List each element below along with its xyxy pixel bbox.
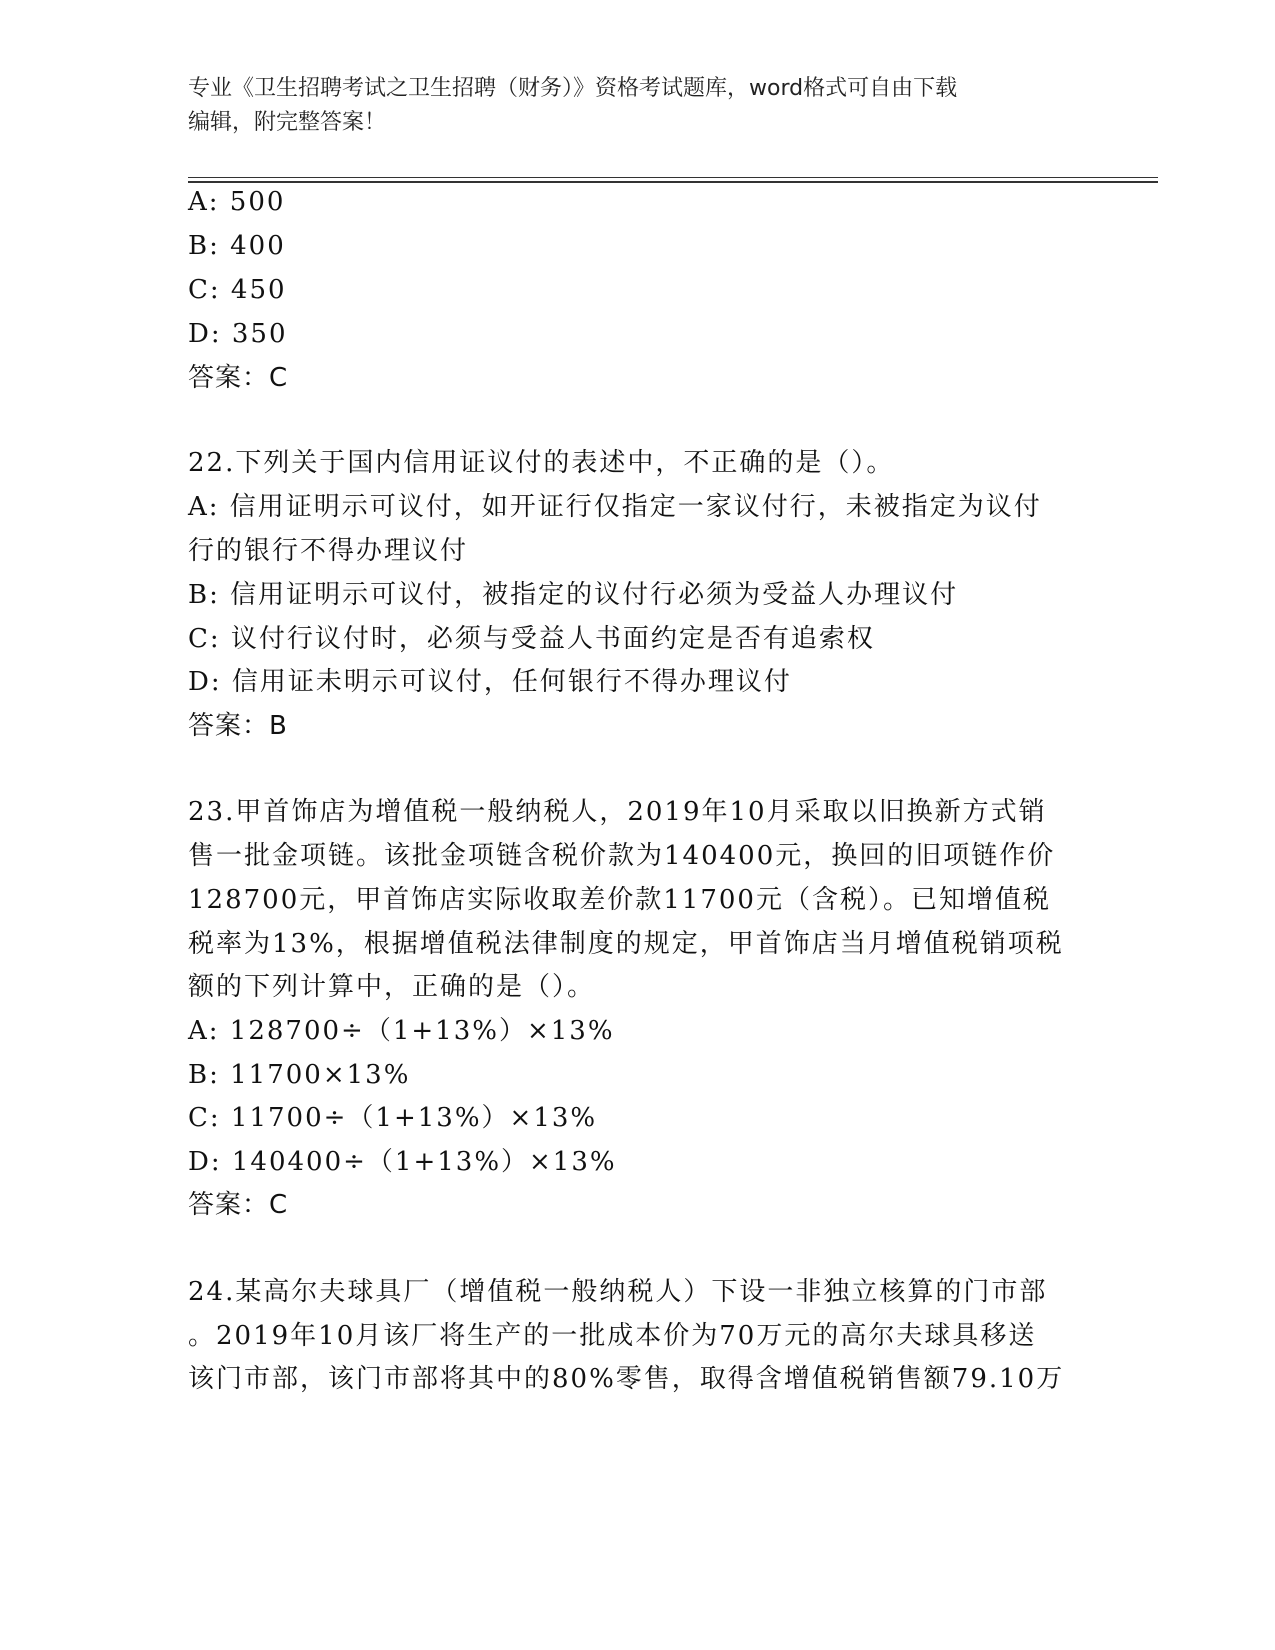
header-divider-thin (188, 177, 1158, 178)
document-header (188, 72, 1088, 140)
q22-option-a-line-1: A: 信用证明示可议付，如开证行仅指定一家议付行，未被指定为议付 (188, 492, 1042, 522)
prev-option-c: C: 450 (188, 275, 287, 305)
q24-stem-line-2: 。2019年10月该厂将生产的一批成本价为70万元的高尔夫球具移送 (188, 1321, 1037, 1351)
q23-stem-line-4: 税率为13%，根据增值税法律制度的规定，甲首饰店当月增值税销项税 (188, 929, 1064, 959)
q22-option-b: B: 信用证明示可议付，被指定的议付行必须为受益人办理议付 (188, 580, 959, 610)
q23-option-d: D: 140400÷（1+13%）×13% (188, 1147, 617, 1177)
q23-stem-line-5: 额的下列计算中，正确的是（）。 (188, 972, 596, 1002)
prev-option-d: D: 350 (188, 319, 288, 349)
q23-stem-line-3: 128700元，甲首饰店实际收取差价款11700元（含税）。已知增值税 (188, 885, 1051, 915)
q22-option-c: C: 议付行议付时，必须与受益人书面约定是否有追索权 (188, 624, 875, 654)
q22-option-a-line-2: 行的银行不得办理议付 (188, 536, 469, 566)
q23-option-b: B: 11700×13% (188, 1060, 411, 1090)
q22-stem: 22.下列关于国内信用证议付的表述中，不正确的是（）。 (188, 448, 895, 478)
header-line-1: 专业《卫生招聘考试之卫生招聘（财务）》资格考试题库，word格式可自由下载 (188, 76, 958, 101)
prev-answer: 答案：C (188, 363, 289, 393)
header-divider-thick (188, 181, 1158, 183)
prev-option-b: B: 400 (188, 231, 286, 261)
prev-option-a: A: 500 (188, 187, 286, 217)
q23-stem-line-1: 23.甲首饰店为增值税一般纳税人，2019年10月采取以旧换新方式销 (188, 797, 1047, 827)
q22-option-d: D: 信用证未明示可议付，任何银行不得办理议付 (188, 667, 792, 697)
q24-stem-line-3: 该门市部，该门市部将其中的80%零售，取得含增值税销售额79.10万 (188, 1364, 1065, 1394)
q23-answer: 答案：C (188, 1190, 289, 1220)
q24-stem-line-1: 24.某高尔夫球具厂（增值税一般纳税人）下设一非独立核算的门市部 (188, 1277, 1048, 1307)
q23-option-c: C: 11700÷（1+13%）×13% (188, 1103, 598, 1133)
header-line-2: 编辑，附完整答案！ (188, 110, 387, 135)
q23-stem-line-2: 售一批金项链。该批金项链含税价款为140400元，换回的旧项链作价 (188, 841, 1056, 871)
q22-answer: 答案：B (188, 711, 288, 741)
q23-option-a: A: 128700÷（1+13%）×13% (188, 1016, 615, 1046)
